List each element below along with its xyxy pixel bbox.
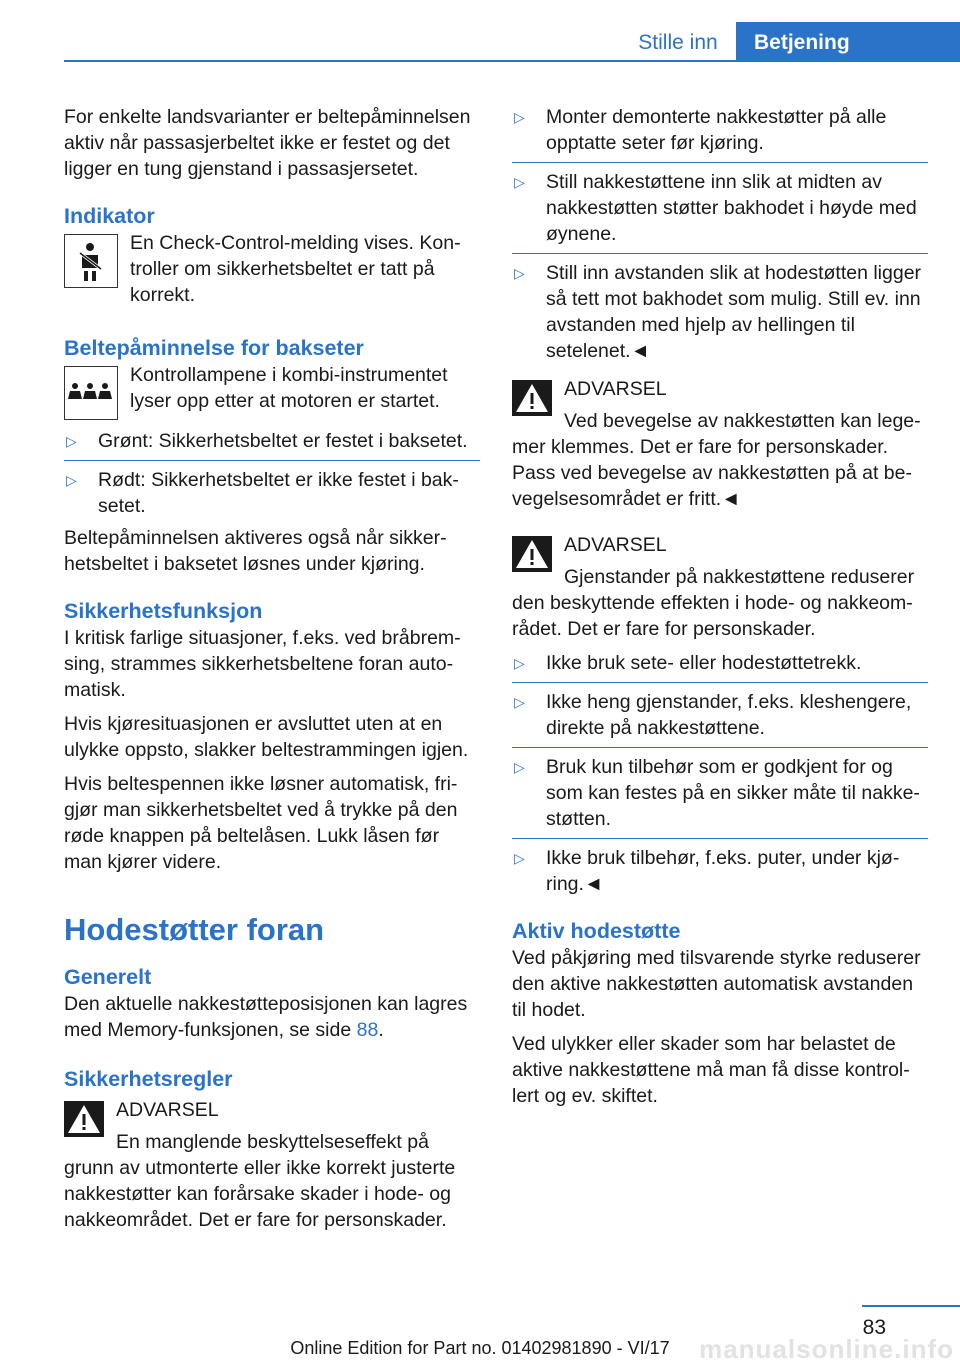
list-item — [512, 260, 928, 364]
triangle-bullet-icon: ▷ — [514, 655, 525, 671]
list-item-text: Rødt: Sikkerhetsbeltet er ikke festet i baksetet. — [98, 469, 459, 517]
bakseter-text: Kontrollampene i kombi-instrumentet lyser opp etter at motoren er startet. — [130, 364, 448, 412]
list-item-text: Ikke bruk sete- eller hodestøttetrekk. — [546, 652, 862, 674]
right-bullets-top — [512, 104, 928, 364]
aktiv-hodestotte-heading: Aktiv hodestøtte — [512, 919, 681, 943]
list-item-text: Still inn avstanden slik at hodestøtten ligger så tett mot bakhodet som mulig. Still ev. inn avstanden med hjelp av hellingen til setelenet.◄ — [546, 262, 922, 362]
warning-icon — [512, 380, 552, 416]
list-item-text: Ikke bruk tilbehør, f.eks. puter, under kjøring.◄ — [546, 847, 900, 895]
warning-label: ADVARSEL — [564, 378, 667, 400]
indikator-heading: Indikator — [64, 204, 155, 228]
watermark: manualsonline.info — [699, 1334, 954, 1364]
seatbelt-icon — [64, 234, 118, 288]
list-item — [512, 650, 928, 676]
list-item-text: Bruk kun tilbehør som er godkjent for og som kan festes på en sikker måte til nakkestøtten. — [546, 756, 920, 830]
sikkerhetsfunksjon-p3: Hvis beltespennen ikke løsner automatisk, frigjør man sikkerhetsbeltet ved å trykke på den røde knappen på beltelåsen. Lukk låsen før man kjører videre. — [64, 773, 458, 873]
sikkerhetsfunksjon-p2: Hvis kjøresituasjonen er avsluttet uten at en ulykke oppsto, slakker beltestrammingen igjen. — [64, 713, 469, 761]
bakseter-block — [64, 362, 480, 420]
list-item — [512, 845, 928, 897]
warning-label: ADVARSEL — [116, 1099, 219, 1121]
header-rule — [64, 60, 960, 62]
bakseter-bullets — [64, 428, 480, 519]
warning-block-2 — [512, 532, 928, 642]
page-number: 83 — [862, 1316, 886, 1339]
triangle-bullet-icon: ▷ — [66, 433, 77, 449]
footer-rule — [862, 1305, 960, 1307]
warning-text: En manglende beskyttelseseffekt på grunn av utmonterte eller ikke korrekt justerte nakkestøtter kan forårsake skader i hode- og nakkeområdet. Det er fare for personskader. — [64, 1131, 456, 1231]
sikkerhetsfunksjon-p1: I kritisk farlige situasjoner, f.eks. ved bråbremsing, strammes sikkerhetsbeltene foran automatisk. — [64, 627, 461, 701]
triangle-bullet-icon: ▷ — [514, 174, 525, 190]
indikator-text: En Check-Control-melding vises. Kontroller om sikkerhetsbeltet er tatt på korrekt. — [130, 232, 461, 306]
divider — [512, 162, 928, 163]
list-item — [512, 104, 928, 156]
list-item — [64, 467, 480, 519]
rear-seatbelt-icon — [64, 366, 118, 420]
sikkerhetsregler-heading: Sikkerhetsregler — [64, 1067, 233, 1091]
divider — [512, 838, 928, 839]
list-item-text: Grønt: Sikkerhetsbeltet er festet i baksetet. — [98, 430, 468, 452]
right-bullets-bottom — [512, 650, 928, 897]
edition-text: Online Edition for Part no. 01402981890 - VI/17 — [290, 1338, 670, 1358]
hodestotter-heading: Hodestøtter foran — [64, 912, 325, 947]
triangle-bullet-icon: ▷ — [514, 759, 525, 775]
list-item — [512, 169, 928, 247]
header-tab-stille-inn[interactable]: Stille inn — [638, 31, 718, 54]
list-item-text: Monter demonterte nakkestøtter på alle opptatte seter før kjøring. — [546, 106, 887, 154]
triangle-bullet-icon: ▷ — [514, 109, 525, 125]
list-item-text: Ikke heng gjenstander, f.eks. kleshengere, direkte på nakkestøttene. — [546, 691, 912, 739]
warning-icon — [512, 536, 552, 572]
divider — [64, 460, 480, 461]
list-item — [64, 428, 480, 454]
right-column — [512, 104, 928, 1117]
aktiv-p1: Ved påkjøring med tilsvarende styrke reduserer den aktive nakkestøtten automatisk avstanden til hodet. — [512, 947, 921, 1021]
aktiv-p2: Ved ulykker eller skader som har belastet de aktive nakkestøttene må man få disse kontrollert og ev. skiftet. — [512, 1033, 910, 1107]
list-item — [512, 689, 928, 741]
divider — [512, 747, 928, 748]
intro-paragraph: For enkelte landsvarianter er beltepåminnelsen aktiv når passasjerbeltet ikke er festet og det ligger en tung gjenstand i passasjersetet. — [64, 106, 471, 180]
generelt-text: Den aktuelle nakkestøtteposisjonen kan lagres med Memory-funksjonen, se side 88. — [64, 993, 468, 1041]
triangle-bullet-icon: ▷ — [514, 694, 525, 710]
warning-block — [64, 1097, 480, 1233]
triangle-bullet-icon: ▷ — [66, 472, 77, 488]
warning-icon — [64, 1101, 104, 1137]
warning-block-1 — [512, 376, 928, 512]
warning-label: ADVARSEL — [564, 534, 667, 556]
bakseter-after: Beltepåminnelsen aktiveres også når sikkerhetsbeltet i baksetet løsnes under kjøring. — [64, 527, 447, 575]
sikkerhetsfunksjon-heading: Sikkerhetsfunksjon — [64, 599, 263, 623]
warning-text: Ved bevegelse av nakkestøtten kan legemer klemmes. Det er fare for personskader. Pass ved bevegelse av nakkestøtten på at bevegelsesområdet er fritt.◄ — [512, 410, 921, 510]
indikator-block — [64, 230, 480, 308]
triangle-bullet-icon: ▷ — [514, 265, 525, 281]
divider — [512, 682, 928, 683]
generelt-heading: Generelt — [64, 965, 152, 989]
warning-text: Gjenstander på nakkestøttene reduserer den beskyttende effekten i hode- og nakkeområdet. Det er fare for personskader. — [512, 566, 915, 640]
bakseter-heading: Beltepåminnelse for bakseter — [64, 336, 364, 360]
left-column — [64, 104, 480, 1233]
list-item-text: Still nakkestøttene inn slik at midten av nakkestøtten støtter bakhodet i høyde med øynene. — [546, 171, 917, 245]
divider — [512, 253, 928, 254]
triangle-bullet-icon: ▷ — [514, 850, 525, 866]
header-tab-betjening[interactable]: Betjening — [736, 22, 960, 62]
list-item — [512, 754, 928, 832]
page-link[interactable]: 88 — [356, 1019, 379, 1041]
